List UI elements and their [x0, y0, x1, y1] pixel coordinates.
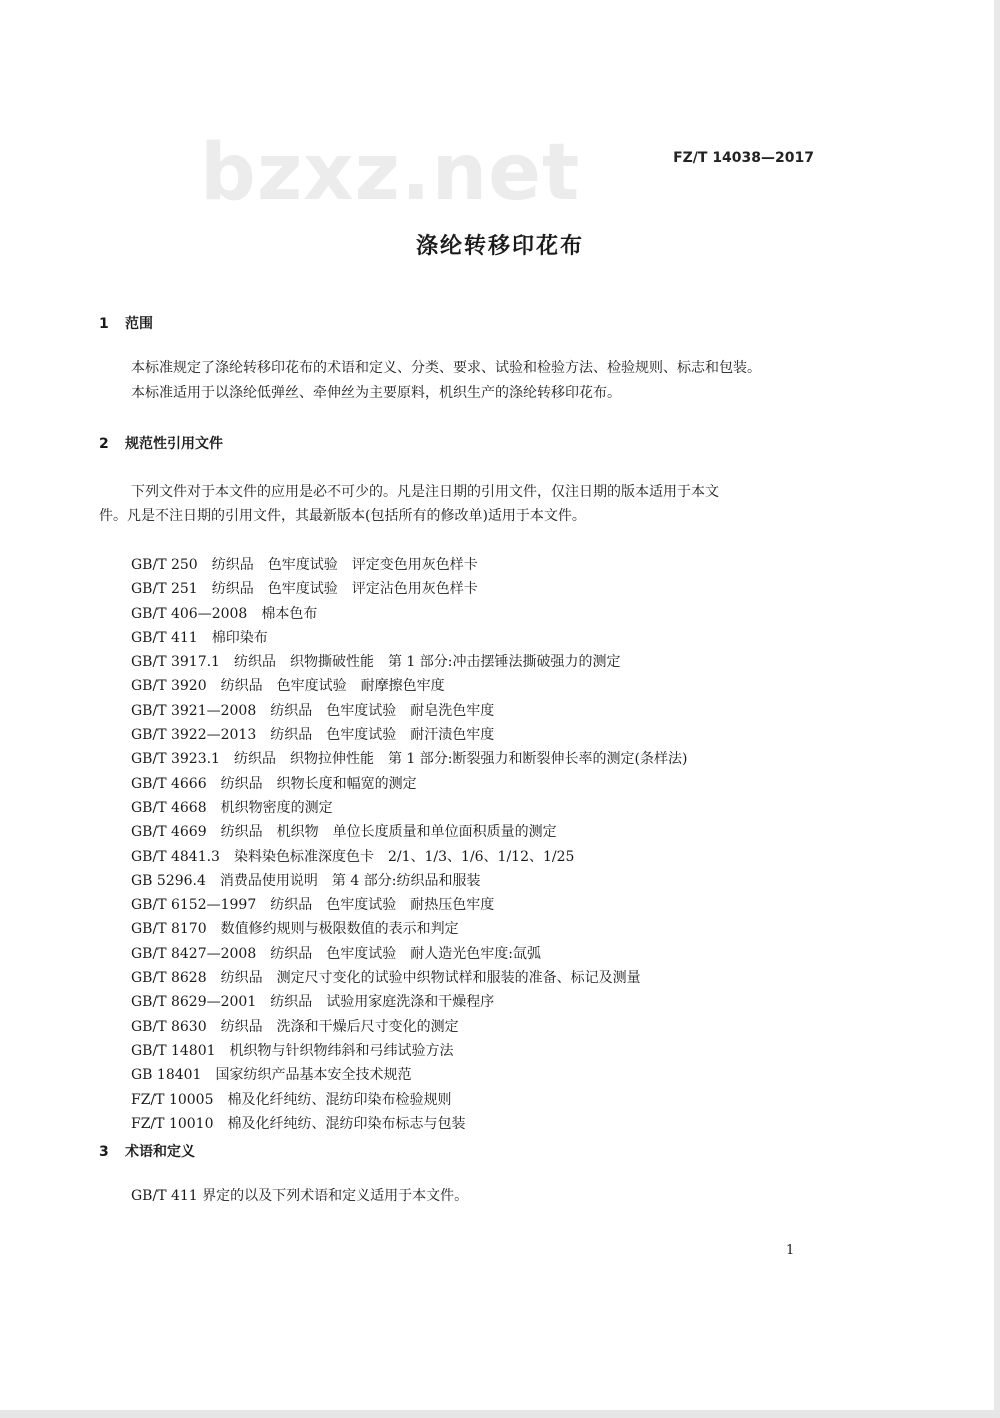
section-number: 2 [99, 436, 109, 452]
section-title: 范围 [125, 316, 153, 332]
reference-title: 纺织品 色牢度试验 耐摩擦色牢度 [220, 678, 445, 695]
reference-title: 消费品使用说明 第 4 部分:纺织品和服装 [219, 872, 481, 889]
reference-title: 纺织品 色牢度试验 耐汗渍色牢度 [270, 727, 495, 744]
reference-title: 数值修约规则与极限数值的表示和判定 [220, 921, 459, 938]
reference-title: 纺织品 机织物 单位长度质量和单位面积质量的测定 [220, 824, 557, 841]
reference-code: GB/T 8629—2001 [131, 994, 257, 1011]
reference-item [131, 966, 687, 990]
reference-code: GB/T 8628 [131, 970, 207, 987]
reference-code: GB/T 251 [131, 581, 198, 598]
section-2-heading [99, 433, 223, 453]
reference-item [131, 699, 687, 723]
section-number: 1 [99, 316, 109, 332]
reference-item [131, 820, 687, 844]
reference-title: 纺织品 色牢度试验 耐皂洗色牢度 [270, 702, 495, 719]
reference-item [131, 723, 687, 747]
reference-item [131, 1088, 687, 1112]
section-title: 术语和定义 [125, 1144, 195, 1160]
reference-title: 纺织品 色牢度试验 评定变色用灰色样卡 [211, 557, 478, 573]
reference-list [131, 553, 687, 1136]
page-number: 1 [786, 1243, 795, 1258]
reference-title: 棉本色布 [261, 605, 318, 622]
reference-code: GB/T 3923.1 [131, 751, 220, 768]
reference-item [131, 674, 687, 698]
reference-item [131, 772, 687, 796]
section-number: 3 [99, 1144, 109, 1160]
scope-paragraph-2: 本标准适用于以涤纶低弹丝、牵伸丝为主要原料，机织生产的涤纶转移印花布。 [131, 385, 621, 401]
reference-code: GB/T 4666 [131, 775, 207, 792]
reference-code: GB/T 406—2008 [131, 605, 248, 622]
reference-title: 纺织品 试验用家庭洗涤和干燥程序 [270, 994, 495, 1011]
reference-code: GB/T 250 [131, 557, 198, 573]
reference-title: 机织物与针织物纬斜和弓纬试验方法 [229, 1042, 454, 1059]
reference-title: 国家纺织产品基本安全技术规范 [215, 1067, 412, 1084]
section-3-heading [99, 1141, 195, 1161]
reference-item [131, 845, 687, 869]
reference-code: GB/T 3917.1 [131, 654, 220, 671]
reference-code: GB 5296.4 [131, 872, 206, 889]
reference-item [131, 796, 687, 820]
reference-code: GB/T 8427—2008 [131, 945, 257, 962]
reference-item [131, 747, 687, 771]
watermark: bzxz.net [200, 128, 581, 218]
reference-code: GB/T 8630 [131, 1018, 207, 1035]
reference-item [131, 1112, 687, 1136]
document-title: 涤纶转移印花布 [415, 234, 584, 259]
section-title: 规范性引用文件 [125, 436, 223, 452]
references-intro-line-2: 件。凡是不注日期的引用文件，其最新版本(包括所有的修改单)适用于本文件。 [99, 508, 586, 524]
reference-code: GB/T 8170 [131, 921, 207, 938]
reference-code: GB/T 3922—2013 [131, 727, 257, 744]
reference-title: 棉印染布 [211, 629, 268, 646]
reference-item [131, 650, 687, 674]
reference-code: GB/T 4841.3 [131, 848, 220, 865]
reference-code: GB 18401 [131, 1067, 202, 1084]
reference-code: FZ/T 10010 [131, 1115, 214, 1132]
reference-title: 纺织品 织物拉伸性能 第 1 部分:断裂强力和断裂伸长率的测定(条样法) [233, 751, 688, 768]
reference-item [131, 1063, 687, 1087]
reference-title: 棉及化纤纯纺、混纺印染布检验规则 [227, 1091, 452, 1108]
references-intro-line-1: 下列文件对于本文件的应用是必不可少的。凡是注日期的引用文件，仅注日期的版本适用于本文 [131, 484, 719, 500]
reference-title: 纺织品 洗涤和干燥后尺寸变化的测定 [220, 1018, 459, 1035]
reference-title: 纺织品 测定尺寸变化的试验中织物试样和服装的准备、标记及测量 [220, 970, 641, 987]
reference-code: FZ/T 10005 [131, 1091, 214, 1108]
reference-code: GB/T 411 [131, 629, 198, 646]
reference-item [131, 1039, 687, 1063]
reference-item [131, 942, 687, 966]
reference-title: 纺织品 色牢度试验 评定沾色用灰色样卡 [211, 581, 478, 598]
reference-item [131, 893, 687, 917]
reference-code: GB/T 3920 [131, 678, 207, 695]
reference-item [131, 626, 687, 650]
reference-code: GB/T 3921—2008 [131, 702, 257, 719]
reference-title: 纺织品 织物撕破性能 第 1 部分:冲击摆锤法撕破强力的测定 [233, 654, 621, 671]
scope-paragraph-1: 本标准规定了涤纶转移印花布的术语和定义、分类、要求、试验和检验方法、检验规则、标志和包装。 [131, 360, 761, 376]
terms-paragraph: GB/T 411 界定的以及下列术语和定义适用于本文件。 [131, 1188, 469, 1204]
reference-code: GB/T 4668 [131, 799, 207, 816]
reference-item [131, 990, 687, 1014]
reference-item [131, 602, 687, 626]
reference-title: 纺织品 色牢度试验 耐人造光色牢度:氙弧 [270, 945, 541, 962]
reference-item [131, 869, 687, 893]
reference-item [131, 1015, 687, 1039]
reference-code: GB/T 14801 [131, 1042, 216, 1059]
page-edge-bottom [0, 1410, 1000, 1418]
reference-code: GB/T 6152—1997 [131, 897, 257, 914]
reference-item [131, 577, 687, 601]
reference-title: 纺织品 色牢度试验 耐热压色牢度 [270, 897, 495, 914]
reference-title: 染料染色标准深度色卡 2/1、1/3、1/6、1/12、1/25 [233, 848, 575, 865]
standard-code: FZ/T 14038—2017 [673, 150, 814, 166]
reference-item [131, 553, 687, 577]
reference-code: GB/T 4669 [131, 824, 207, 841]
reference-item [131, 917, 687, 941]
page-edge-right [994, 0, 1000, 1418]
section-1-heading [99, 313, 153, 333]
reference-title: 纺织品 织物长度和幅宽的测定 [220, 775, 417, 792]
reference-title: 棉及化纤纯纺、混纺印染布标志与包装 [227, 1115, 466, 1132]
reference-title: 机织物密度的测定 [220, 799, 333, 816]
